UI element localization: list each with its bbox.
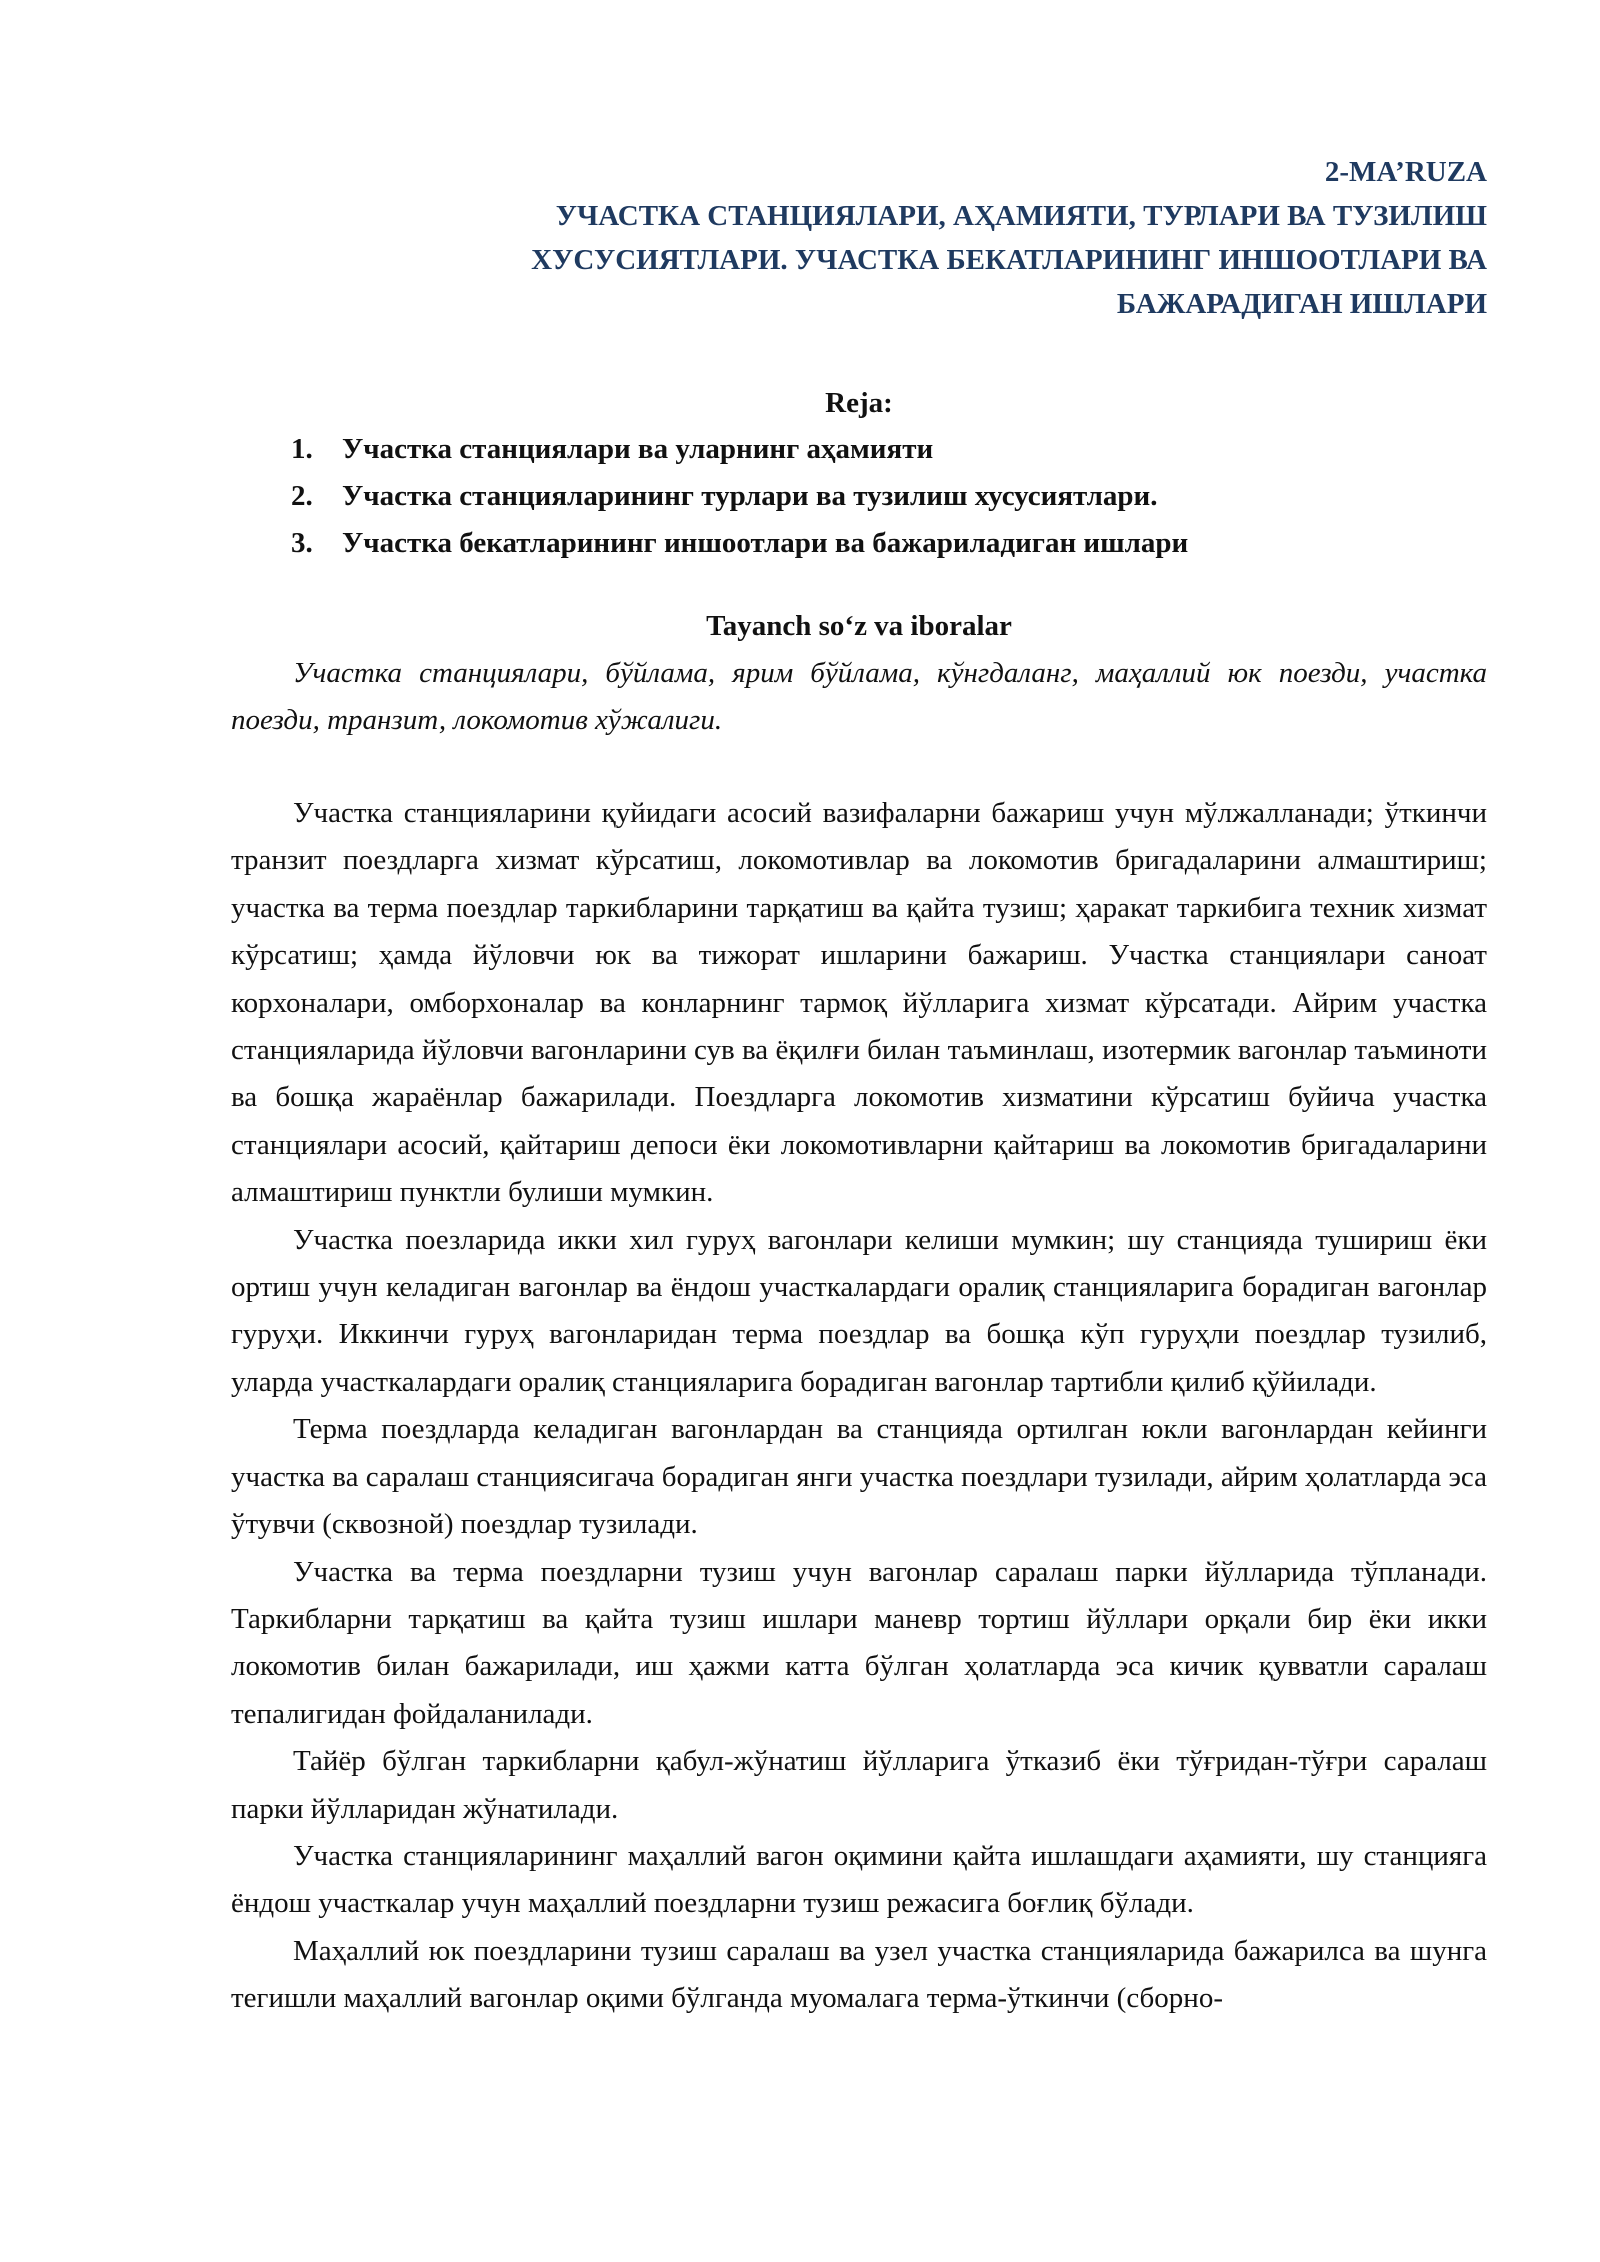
- keywords-title: Tayanch so‘z va iboralar: [706, 610, 1012, 642]
- body-paragraph: Тайёр бўлган таркибларни қабул-жўнатиш йўлларига ўтказиб ёки тўғридан-тўғри саралаш парки йўлларидан жўнатилади.: [231, 1745, 1487, 1825]
- body-paragraph: Участка станцияларининг маҳаллий вагон оқимини қайта ишлашдаги аҳамияти, шу станцияга ёндош участкалар учун маҳаллий поездларни тузиш режасига боғлиқ бўлади.: [231, 1839, 1487, 1920]
- plan-item-text: Участка станцияларининг турлари ва тузилиш хусусиятлари.: [342, 480, 1158, 512]
- plan-item-text: Участка бекатларининг иншоотлари ва бажариладиган ишлари: [342, 527, 1189, 559]
- lecture-number: 2-MA’RUZA: [1324, 156, 1487, 188]
- keywords-text: Участка станциялари, бўйлама, ярим бўйлама, кўнгдаланг, маҳаллий юк поезди, участка поезди, транзит, локомотив хўжалиги.: [231, 657, 1487, 736]
- body-paragraph: Участка станцияларини қуйидаги асосий вазифаларни бажариш учун мўлжалланади; ўткинчи транзит поездларга хизмат кўрсатиш, локомотивлар ва локомотив бригадаларини алмаштириш; участка ва терма поездлар таркибларини тарқатиш ва қайта тузиш; ҳаракат таркибига техник хизмат кўрсатиш; ҳамда йўловчи юк ва тижорат ишларини бажариш. Участка станциялари саноат корхоналари, омборхоналар ва конларнинг тармоқ йўлларига хизмат кўрсатади. Айрим участка станцияларида йўловчи вагонларини сув ва ёқилғи билан таъминлаш, изотермик вагонлар таъминоти ва бошқа жараёнлар бажарилади. Поездларга локомотив хизматини кўрсатиш буйича участка станциялари асосий, қайтариш депоси ёки локомотивларни қайтариш ва локомотив бригадаларини алмаштириш пунктли булиши мумкин.: [231, 797, 1487, 1209]
- body-paragraph: Маҳаллий юк поездларини тузиш саралаш ва узел участка станцияларида бажарилса ва шунга тегишли маҳаллий вагонлар оқими бўлганда муомалага терма-ўткинчи (сборно-: [231, 1934, 1487, 2015]
- plan-title: Reja:: [825, 387, 893, 419]
- plan-item-number: 1.: [291, 433, 313, 465]
- plan-item: [231, 520, 1487, 567]
- body-paragraph: Терма поездларда келадиган вагонлардан ва станцияда ортилган юкли вагонлардан кейинги участка ва саралаш станциясигача борадиган янги участка поездлари тузилади, айрим ҳолатларда эса ўтувчи (сквозной) поездлар тузилади.: [231, 1413, 1487, 1541]
- plan-item-text: Участка станциялари ва уларнинг аҳамияти: [342, 433, 934, 465]
- lecture-title: УЧАСТКА СТАНЦИЯЛАРИ, АҲАМИЯТИ, ТУРЛАРИ ВА ТУЗИЛИШ ХУСУСИЯТЛАРИ. УЧАСТКА БЕКАТЛАРИНИНГ ИНШООТЛАРИ ВА БАЖАРАДИГАН ИШЛАРИ: [531, 200, 1487, 320]
- document-page: [231, 150, 1487, 2023]
- plan-item: [231, 426, 1487, 473]
- plan-list: [231, 426, 1487, 567]
- plan-item-number: 3.: [291, 527, 313, 559]
- body-paragraph: Участка поезларида икки хил гуруҳ вагонлари келиши мумкин; шу станцияда тушириш ёки ортиш учун келадиган вагонлар ва ёндош участкалардаги оралиқ станцияларига борадиган вагонлар гуруҳи. Иккинчи гуруҳ вагонларидан терма поездлар ва бошқа кўп гуруҳли поездлар тузилиб, уларда участкалардаги оралиқ станцияларига борадиган вагонлар тартибли қилиб қўйилади.: [231, 1223, 1487, 1398]
- plan-item: [231, 473, 1487, 520]
- plan-item-number: 2.: [291, 480, 313, 512]
- lecture-header: [231, 150, 1487, 326]
- body-paragraph: Участка ва терма поездларни тузиш учун вагонлар саралаш парки йўлларида тўпланади. Таркибларни тарқатиш ва қайта тузиш ишлари маневр тортиш йўллари орқали бир ёки икки локомотив билан бажарилади, иш ҳажми катта бўлган ҳолатларда эса кичик қувватли саралаш тепалигидан фойдаланилади.: [231, 1555, 1487, 1730]
